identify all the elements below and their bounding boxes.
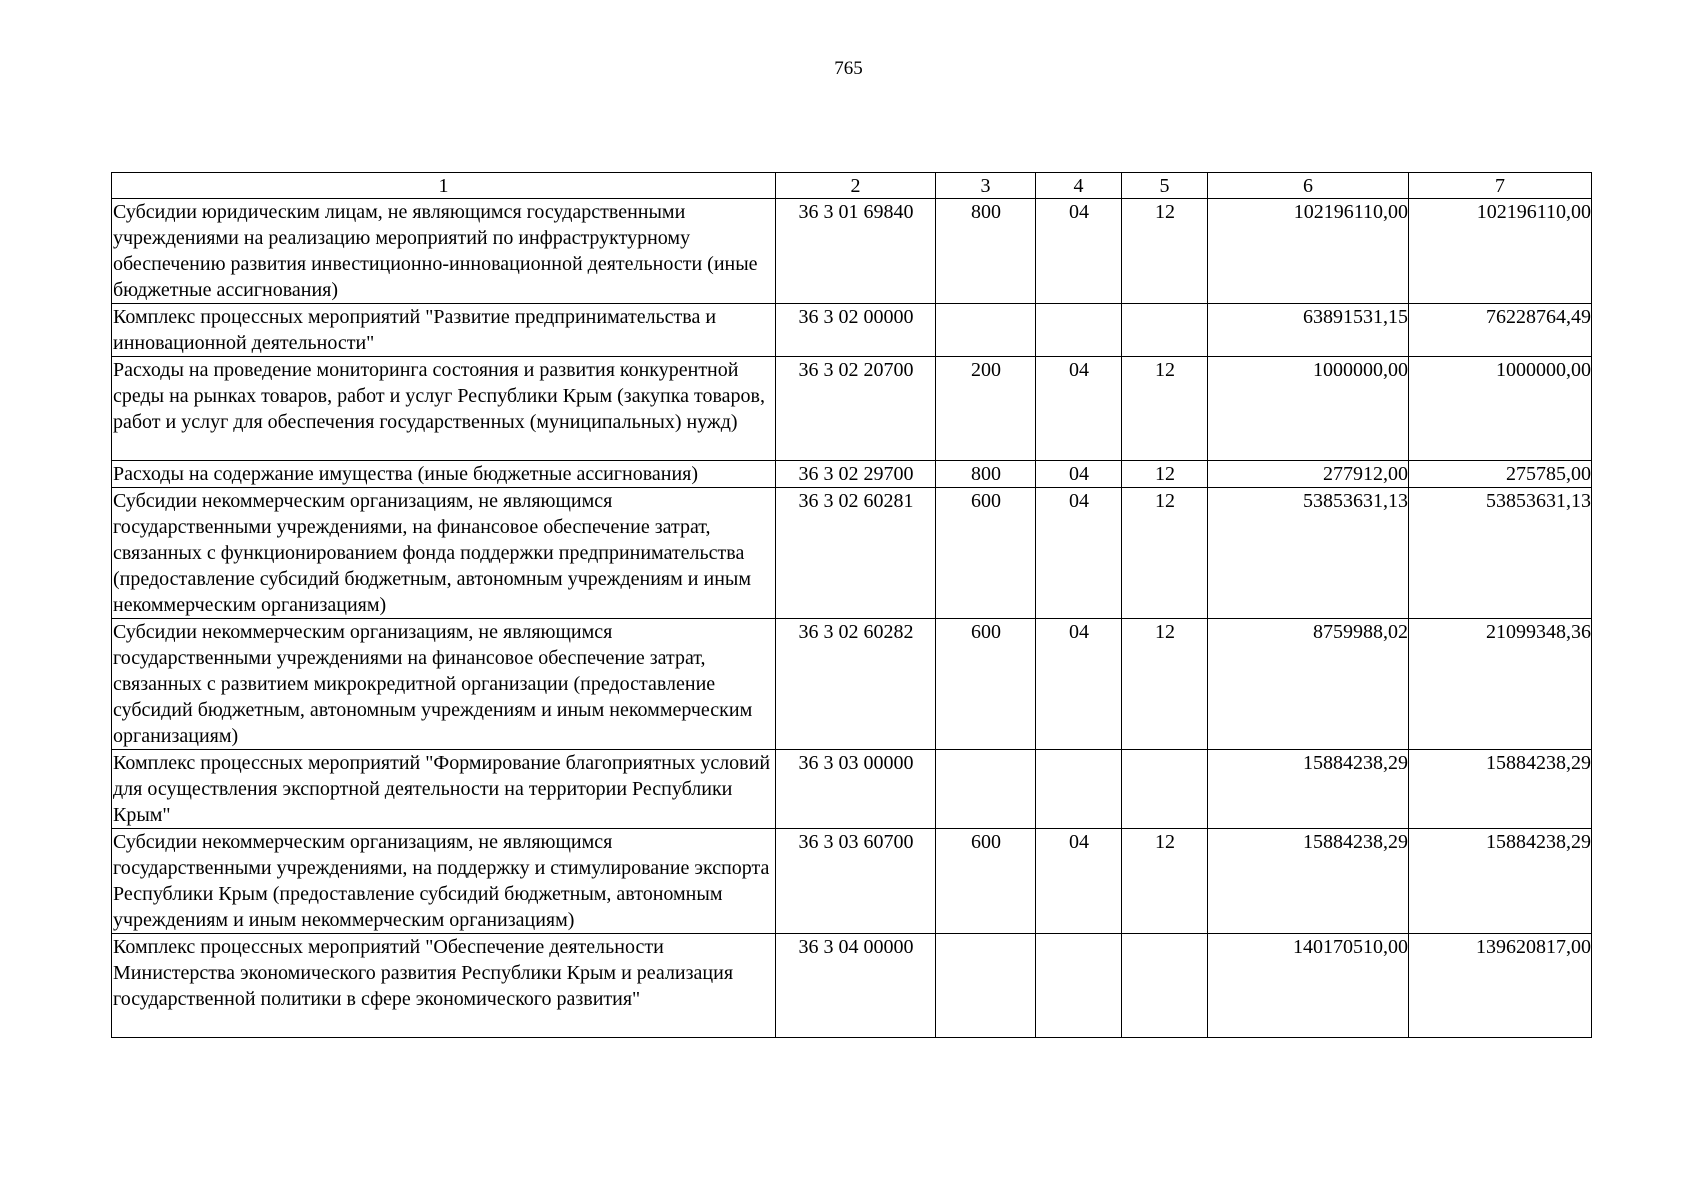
row-description: Субсидии некоммерческим организациям, не являющимся государственными учреждениями, на финансовое обеспечение затрат, связанных с функционированием фонда поддержки предпринимательства (предоставление субсидий бюджетным, автономным учреждениям и иным некоммерческим организациям)	[112, 488, 776, 619]
header-cell: 1	[112, 173, 776, 199]
row-description: Субсидии юридическим лицам, не являющимся государственными учреждениями на реализацию мероприятий по инфраструктурному обеспечению развития инвестиционно-инновационной деятельности (иные бюджетные ассигнования)	[112, 199, 776, 304]
row-sum-col7: 53853631,13	[1409, 488, 1592, 619]
row-col3: 600	[936, 829, 1036, 934]
row-code: 36 3 02 20700	[776, 357, 936, 461]
row-sum-col7: 139620817,00	[1409, 934, 1592, 1038]
header-cell: 4	[1036, 173, 1122, 199]
row-code: 36 3 01 69840	[776, 199, 936, 304]
page-number: 765	[834, 58, 863, 79]
row-sum-col6: 8759988,02	[1208, 619, 1409, 750]
row-col5	[1122, 750, 1208, 829]
row-description: Субсидии некоммерческим организациям, не являющимся государственными учреждениями, на поддержку и стимулирование экспорта Республики Крым (предоставление субсидий бюджетным, автономным учреждениям и иным некоммерческим организациям)	[112, 829, 776, 934]
row-col4	[1036, 304, 1122, 357]
row-col5: 12	[1122, 461, 1208, 488]
row-col3	[936, 934, 1036, 1038]
table-row	[112, 750, 1592, 829]
row-col4: 04	[1036, 619, 1122, 750]
row-col5: 12	[1122, 357, 1208, 461]
header-cell: 5	[1122, 173, 1208, 199]
row-col3: 600	[936, 488, 1036, 619]
table-row	[112, 304, 1592, 357]
row-description: Комплекс процессных мероприятий "Формирование благоприятных условий для осуществления экспортной деятельности на территории Республики Крым"	[112, 750, 776, 829]
header-cell: 2	[776, 173, 936, 199]
table-row	[112, 488, 1592, 619]
row-col3: 200	[936, 357, 1036, 461]
budget-table	[111, 172, 1592, 1038]
row-col4: 04	[1036, 461, 1122, 488]
header-cell: 3	[936, 173, 1036, 199]
row-code: 36 3 02 60281	[776, 488, 936, 619]
row-code: 36 3 02 00000	[776, 304, 936, 357]
row-col4: 04	[1036, 829, 1122, 934]
row-description: Субсидии некоммерческим организациям, не являющимся государственными учреждениями на финансовое обеспечение затрат, связанных с развитием микрокредитной организации (предоставление субсидий бюджетным, автономным учреждениям и иным некоммерческим организациям)	[112, 619, 776, 750]
row-sum-col6: 63891531,15	[1208, 304, 1409, 357]
table-row	[112, 619, 1592, 750]
row-col5: 12	[1122, 488, 1208, 619]
header-cell: 6	[1208, 173, 1409, 199]
row-sum-col6: 140170510,00	[1208, 934, 1409, 1038]
row-sum-col7: 21099348,36	[1409, 619, 1592, 750]
header-cell: 7	[1409, 173, 1592, 199]
table-row	[112, 934, 1592, 1038]
table-row	[112, 829, 1592, 934]
row-col4	[1036, 750, 1122, 829]
row-code: 36 3 03 60700	[776, 829, 936, 934]
row-col4: 04	[1036, 357, 1122, 461]
row-sum-col6: 15884238,29	[1208, 750, 1409, 829]
table-row	[112, 199, 1592, 304]
row-sum-col7: 275785,00	[1409, 461, 1592, 488]
row-sum-col6: 1000000,00	[1208, 357, 1409, 461]
header-row	[112, 173, 1592, 199]
row-description: Расходы на содержание имущества (иные бюджетные ассигнования)	[112, 461, 776, 488]
row-sum-col7: 76228764,49	[1409, 304, 1592, 357]
row-sum-col6: 53853631,13	[1208, 488, 1409, 619]
table-row	[112, 357, 1592, 461]
row-col4: 04	[1036, 199, 1122, 304]
row-col4	[1036, 934, 1122, 1038]
row-col3: 800	[936, 199, 1036, 304]
row-sum-col6: 102196110,00	[1208, 199, 1409, 304]
row-col5	[1122, 934, 1208, 1038]
row-col5: 12	[1122, 829, 1208, 934]
row-col5: 12	[1122, 619, 1208, 750]
row-description: Расходы на проведение мониторинга состояния и развития конкурентной среды на рынках товаров, работ и услуг Республики Крым (закупка товаров, работ и услуг для обеспечения государственных (муниципальных) нужд)	[112, 357, 776, 461]
row-sum-col6: 277912,00	[1208, 461, 1409, 488]
row-col5	[1122, 304, 1208, 357]
row-code: 36 3 02 60282	[776, 619, 936, 750]
row-col4: 04	[1036, 488, 1122, 619]
row-description: Комплекс процессных мероприятий "Развитие предпринимательства и инновационной деятельности"	[112, 304, 776, 357]
row-col3: 800	[936, 461, 1036, 488]
row-sum-col7: 15884238,29	[1409, 750, 1592, 829]
row-code: 36 3 02 29700	[776, 461, 936, 488]
row-sum-col7: 102196110,00	[1409, 199, 1592, 304]
row-col3: 600	[936, 619, 1036, 750]
row-sum-col6: 15884238,29	[1208, 829, 1409, 934]
table-row	[112, 461, 1592, 488]
row-code: 36 3 04 00000	[776, 934, 936, 1038]
row-sum-col7: 1000000,00	[1409, 357, 1592, 461]
row-sum-col7: 15884238,29	[1409, 829, 1592, 934]
row-col3	[936, 750, 1036, 829]
row-col5: 12	[1122, 199, 1208, 304]
row-col3	[936, 304, 1036, 357]
row-description: Комплекс процессных мероприятий "Обеспечение деятельности Министерства экономического развития Республики Крым и реализация государственной политики в сфере экономического развития"	[112, 934, 776, 1038]
row-code: 36 3 03 00000	[776, 750, 936, 829]
